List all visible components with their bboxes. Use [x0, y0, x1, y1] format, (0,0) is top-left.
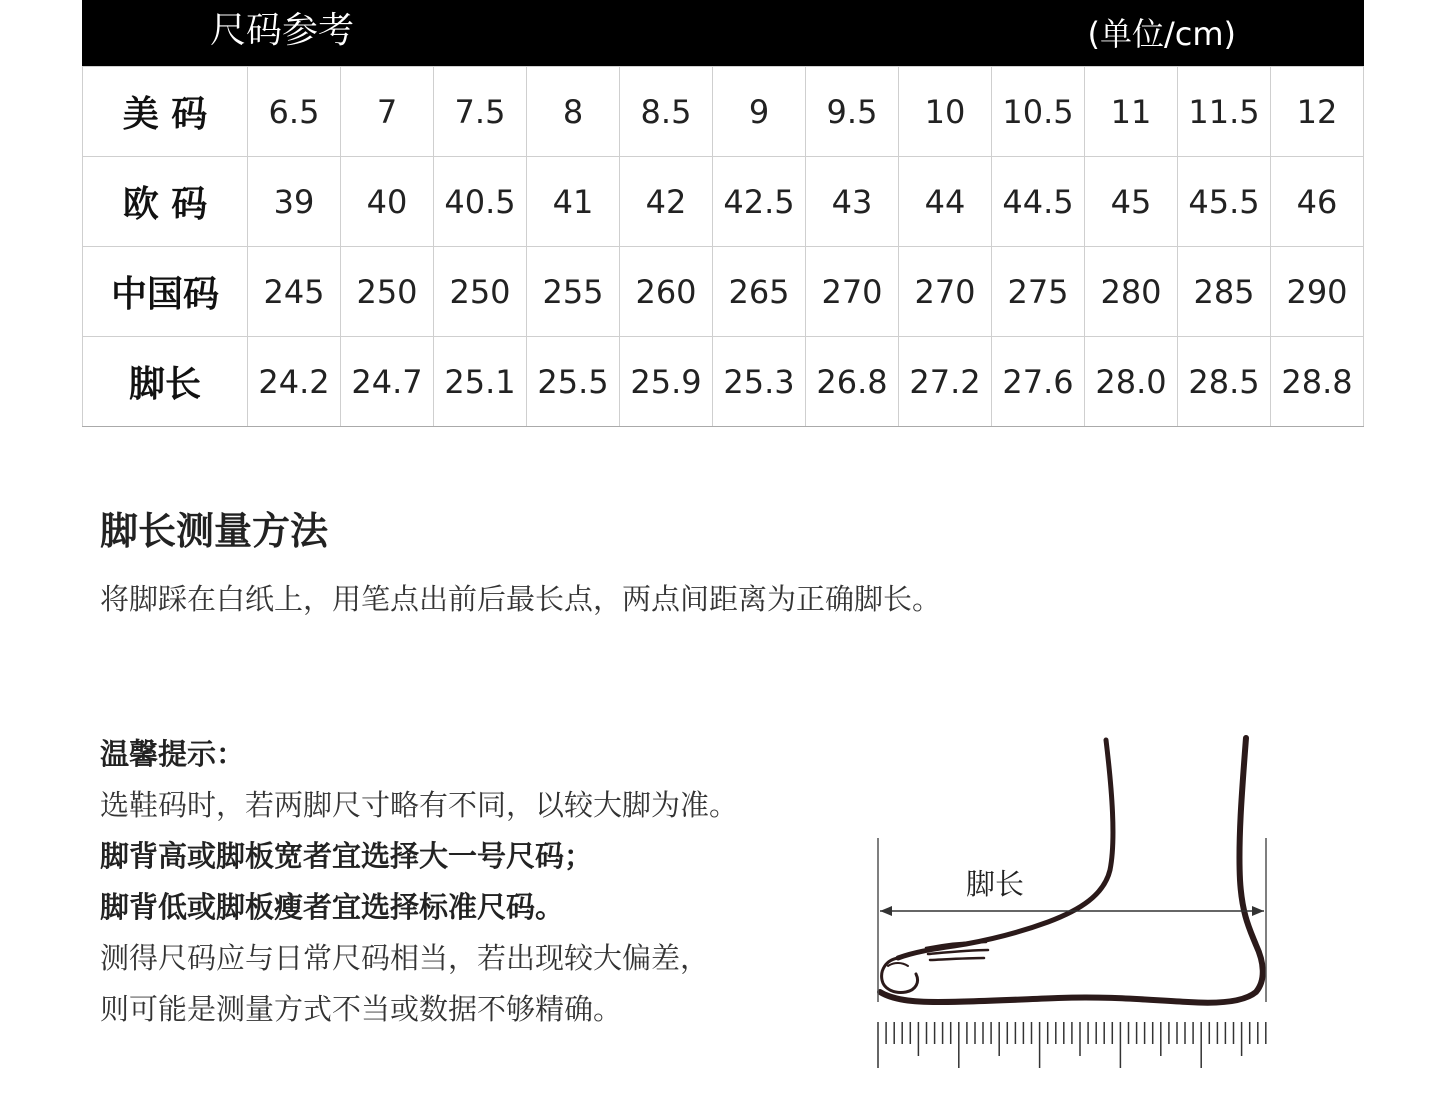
foot-measure-diagram: [858, 730, 1288, 1080]
measure-method-text: 将脚踩在白纸上，用笔点出前后最长点，两点间距离为正确脚长。: [100, 582, 942, 616]
size-chart-title: 尺码参考: [210, 10, 355, 51]
size-cell: 7.5: [434, 67, 527, 157]
tip-line: 脚背高或脚板宽者宜选择大一号尺码；: [100, 839, 594, 873]
size-cell: 25.9: [620, 337, 713, 427]
size-cell: 265: [713, 247, 806, 337]
size-cell: 7: [341, 67, 434, 157]
size-cell: 10.5: [992, 67, 1085, 157]
size-cell: 45: [1085, 157, 1178, 247]
size-cell: 11: [1085, 67, 1178, 157]
size-cell: 42: [620, 157, 713, 247]
size-cell: 260: [620, 247, 713, 337]
size-cell: 27.6: [992, 337, 1085, 427]
foot-illustration: [858, 730, 1288, 1080]
size-row: [83, 157, 1364, 247]
size-cell: 12: [1271, 67, 1364, 157]
size-cell: 28.8: [1271, 337, 1364, 427]
size-cell: 250: [341, 247, 434, 337]
size-cell: 25.1: [434, 337, 527, 427]
size-cell: 41: [527, 157, 620, 247]
size-cell: 25.5: [527, 337, 620, 427]
size-cell: 280: [1085, 247, 1178, 337]
size-row-label: 中国码: [83, 247, 248, 337]
size-cell: 24.7: [341, 337, 434, 427]
size-cell: 275: [992, 247, 1085, 337]
size-cell: 25.3: [713, 337, 806, 427]
size-table: [82, 66, 1364, 427]
size-cell: 40: [341, 157, 434, 247]
size-row: [83, 247, 1364, 337]
size-cell: 44.5: [992, 157, 1085, 247]
tip-line: 脚背低或脚板瘦者宜选择标准尺码。: [100, 890, 565, 924]
size-row-label: 欧 码: [83, 157, 248, 247]
unit-label: (单位/cm): [1087, 15, 1236, 53]
size-cell: 27.2: [899, 337, 992, 427]
size-cell: 9: [713, 67, 806, 157]
size-cell: 40.5: [434, 157, 527, 247]
size-cell: 250: [434, 247, 527, 337]
size-cell: 9.5: [806, 67, 899, 157]
size-cell: 42.5: [713, 157, 806, 247]
size-row: [83, 67, 1364, 157]
size-cell: 290: [1271, 247, 1364, 337]
size-cell: 45.5: [1178, 157, 1271, 247]
size-cell: 255: [527, 247, 620, 337]
foot-length-label: 脚长: [966, 867, 1025, 901]
tips-heading: 温馨提示：: [100, 737, 246, 771]
size-cell: 8.5: [620, 67, 713, 157]
size-cell: 28.0: [1085, 337, 1178, 427]
size-row-label: 美 码: [83, 67, 248, 157]
size-cell: 270: [899, 247, 992, 337]
size-cell: 28.5: [1178, 337, 1271, 427]
size-cell: 270: [806, 247, 899, 337]
tip-line: 则可能是测量方式不当或数据不够精确。: [100, 992, 623, 1026]
size-cell: 245: [248, 247, 341, 337]
size-cell: 10: [899, 67, 992, 157]
size-row-label: 脚长: [83, 337, 248, 427]
size-cell: 43: [806, 157, 899, 247]
size-cell: 8: [527, 67, 620, 157]
size-cell: 24.2: [248, 337, 341, 427]
size-row: [83, 337, 1364, 427]
size-cell: 11.5: [1178, 67, 1271, 157]
size-cell: 46: [1271, 157, 1364, 247]
tip-line: 测得尺码应与日常尺码相当，若出现较大偏差，: [100, 941, 710, 975]
size-cell: 39: [248, 157, 341, 247]
tip-line: 选鞋码时，若两脚尺寸略有不同，以较大脚为准。: [100, 788, 739, 822]
size-cell: 44: [899, 157, 992, 247]
size-cell: 6.5: [248, 67, 341, 157]
size-cell: 26.8: [806, 337, 899, 427]
size-chart-header: [82, 0, 1364, 66]
size-cell: 285: [1178, 247, 1271, 337]
measure-method-title: 脚长测量方法: [100, 509, 329, 553]
tips-section: [100, 729, 860, 1035]
